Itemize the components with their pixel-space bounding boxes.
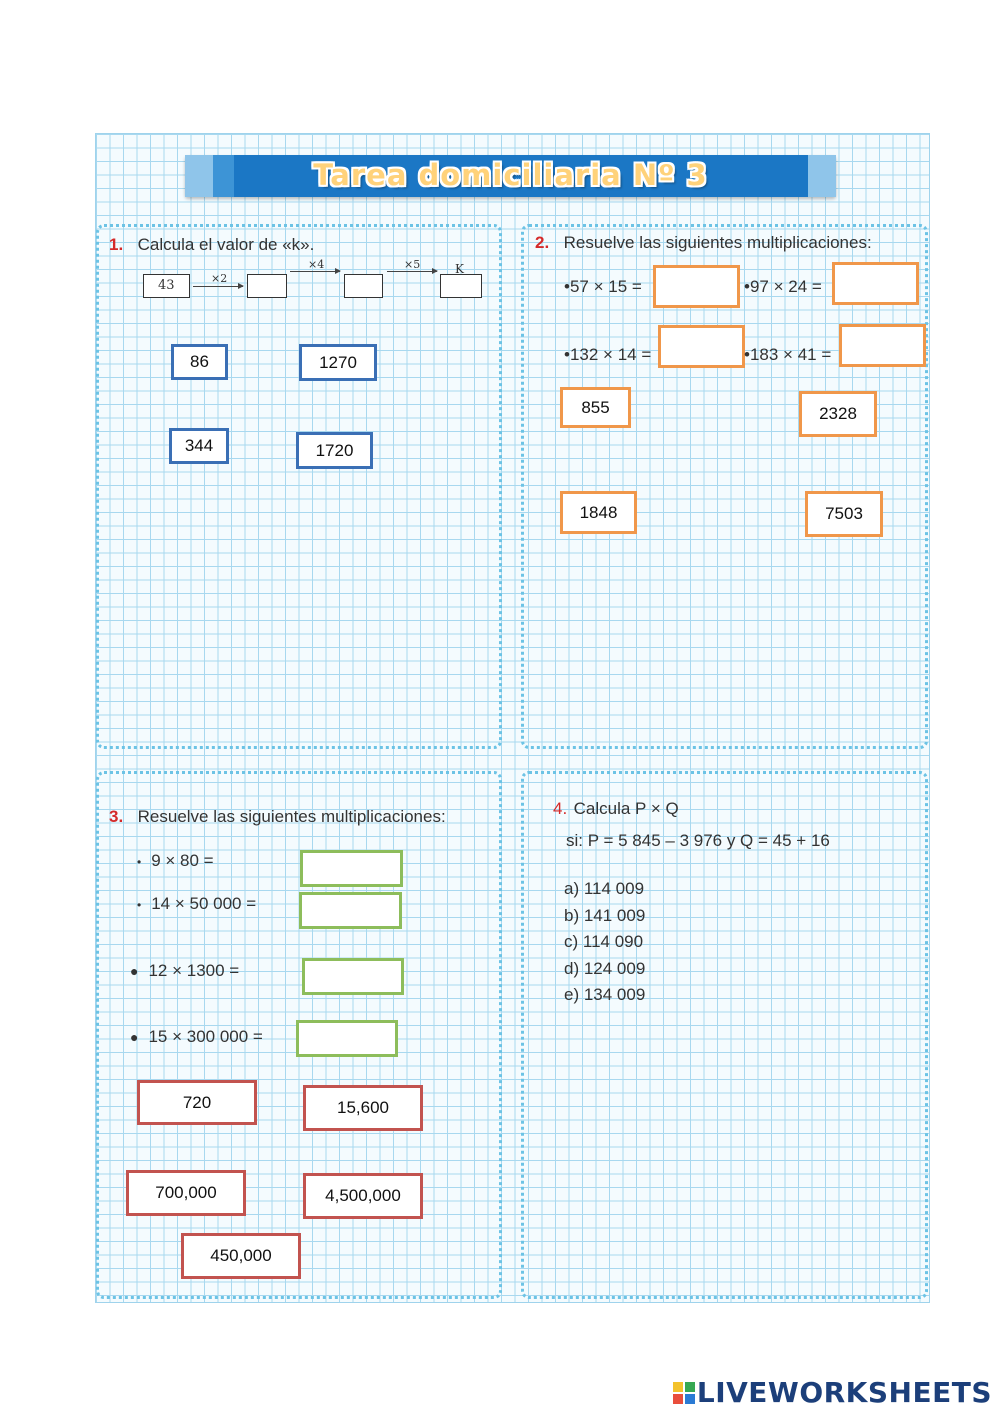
q4-choice[interactable]: e) 134 009 — [564, 985, 646, 1004]
chain-start-value: 43 — [158, 278, 175, 293]
panel-question-1 — [96, 224, 502, 749]
q4-choice[interactable]: b) 141 009 — [564, 906, 646, 925]
chain-blank-k[interactable] — [440, 274, 482, 298]
q2-option-box[interactable]: 7503 — [805, 491, 883, 537]
chain-blank-1[interactable] — [247, 274, 287, 298]
q1-option-box[interactable]: 86 — [171, 344, 228, 380]
chain-arrow-2 — [290, 271, 340, 272]
question-3-number: 3. — [109, 807, 124, 826]
question-2-text: Resuelve las siguientes multiplicaciones: — [563, 233, 872, 252]
q3-item — [137, 851, 214, 871]
q3-item — [130, 1027, 263, 1047]
chain-k-label: K — [455, 262, 464, 276]
bullet-icon: ● — [130, 1029, 139, 1045]
q3-item-text: 9 × 80 = — [151, 851, 214, 870]
title-banner — [185, 155, 836, 197]
q3-item-text: 14 × 50 000 = — [151, 894, 257, 913]
q2-answer-field[interactable] — [839, 324, 926, 367]
question-2-heading — [535, 233, 872, 253]
chain-op-2: ×4 — [308, 258, 325, 271]
q2-option-box[interactable]: 2328 — [799, 391, 877, 437]
q2-option-box[interactable]: 1848 — [560, 491, 637, 534]
bullet-icon: • — [137, 855, 142, 869]
bullet-icon: ● — [130, 963, 139, 979]
q3-answer-field[interactable] — [300, 850, 403, 887]
q3-answer-field[interactable] — [296, 1020, 398, 1057]
q2-item-text: •97 × 24 = — [744, 277, 822, 296]
question-3-heading — [109, 807, 446, 827]
chain-op-3: ×5 — [404, 258, 421, 271]
chain-arrow-1 — [193, 286, 243, 287]
question-1-heading — [109, 235, 314, 255]
q1-option-box[interactable]: 1720 — [296, 432, 373, 469]
chain-op-1: ×2 — [211, 272, 228, 285]
chain-arrow-3 — [387, 271, 437, 272]
q3-option-box[interactable]: 700,000 — [126, 1170, 246, 1216]
q3-option-box[interactable]: 720 — [137, 1080, 257, 1125]
chain-blank-2[interactable] — [344, 274, 383, 298]
page-title: Tarea domiciliaria Nº 3 — [313, 158, 708, 192]
q3-option-box[interactable]: 4,500,000 — [303, 1173, 423, 1219]
q3-item — [137, 894, 256, 914]
q2-answer-field[interactable] — [832, 262, 919, 305]
question-1-text: Calcula el valor de «k». — [137, 235, 315, 254]
question-4-text: Calcula P × Q — [573, 799, 679, 818]
question-4-condition: si: P = 5 845 – 3 976 y Q = 45 + 16 — [566, 831, 830, 850]
q3-item-text: 12 × 1300 = — [148, 961, 240, 980]
question-4-number: 4. — [553, 799, 568, 818]
question-1-number: 1. — [109, 235, 124, 254]
q3-item — [130, 961, 239, 981]
q3-answer-field[interactable] — [302, 958, 404, 995]
liveworksheets-logo — [673, 1376, 992, 1409]
question-4-heading — [553, 799, 679, 819]
q2-item-text: •132 × 14 = — [564, 345, 652, 364]
q4-choice[interactable]: d) 124 009 — [564, 959, 646, 978]
q2-item-text: •183 × 41 = — [744, 345, 832, 364]
q2-option-box[interactable]: 855 — [560, 387, 631, 428]
q4-choice[interactable]: c) 114 090 — [564, 932, 644, 951]
brand-name: LIVEWORKSHEETS — [696, 1376, 992, 1409]
q3-option-box[interactable]: 450,000 — [181, 1233, 301, 1279]
q2-answer-field[interactable] — [658, 325, 745, 368]
liveworksheets-icon — [673, 1382, 695, 1404]
q1-option-box[interactable]: 1270 — [299, 344, 377, 381]
q1-option-box[interactable]: 344 — [169, 428, 229, 464]
q3-answer-field[interactable] — [299, 892, 402, 929]
q2-answer-field[interactable] — [653, 265, 740, 308]
q4-choice[interactable]: a) 114 009 — [564, 879, 645, 898]
q3-option-box[interactable]: 15,600 — [303, 1085, 423, 1131]
bullet-icon: • — [137, 898, 142, 912]
question-3-text: Resuelve las siguientes multiplicaciones: — [137, 807, 446, 826]
q3-item-text: 15 × 300 000 = — [148, 1027, 263, 1046]
q2-item-text: •57 × 15 = — [564, 277, 642, 296]
question-2-number: 2. — [535, 233, 550, 252]
